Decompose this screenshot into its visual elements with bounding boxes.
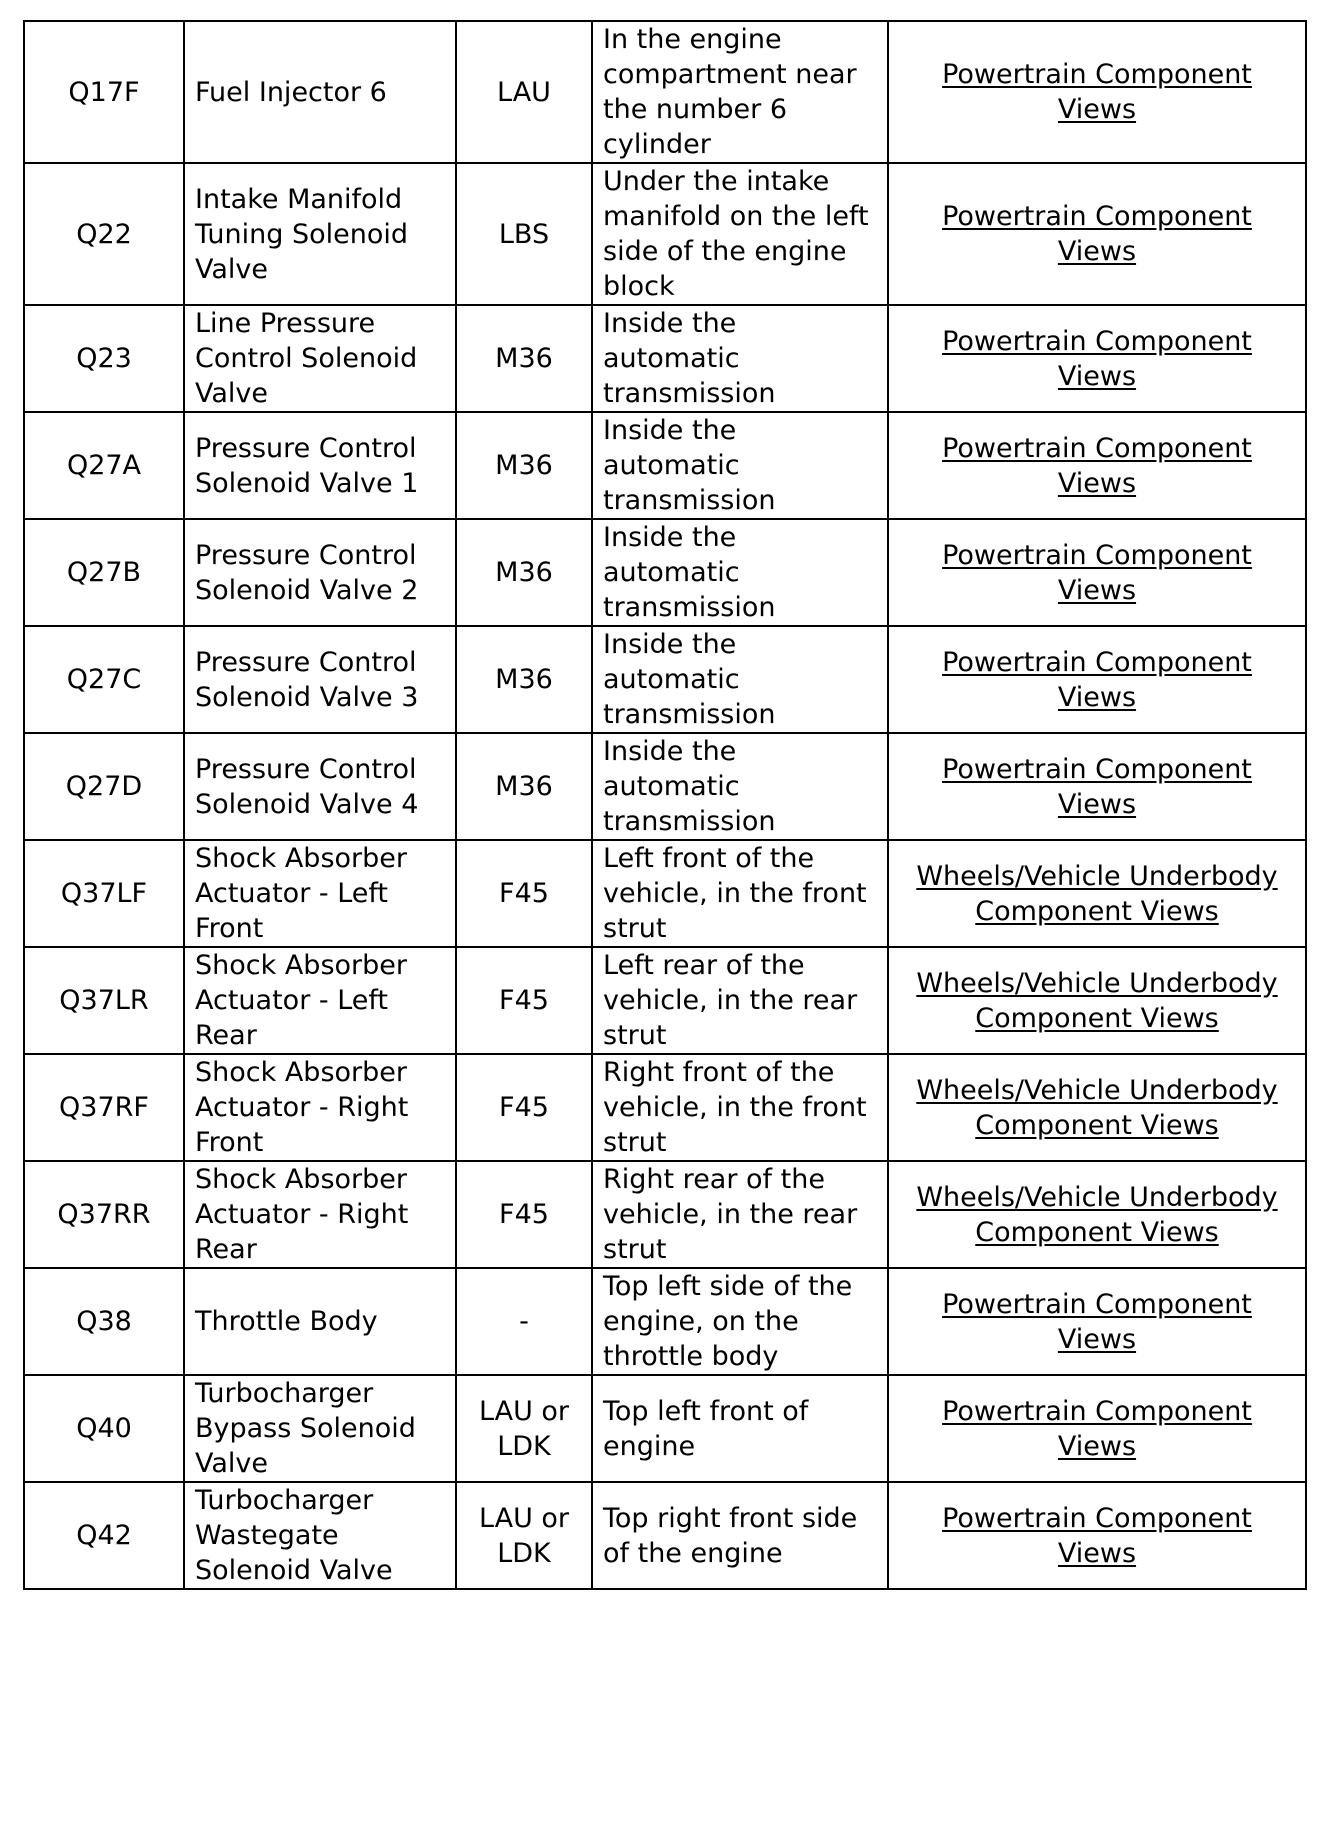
option-code-cell bbox=[456, 412, 592, 519]
component-name: Turbocharger Wastegate Solenoid Valve bbox=[195, 1485, 393, 1586]
view-link-cell bbox=[888, 947, 1306, 1054]
option-code-cell bbox=[456, 626, 592, 733]
view-link-cell bbox=[888, 1375, 1306, 1482]
location-text: Top right front side of the engine bbox=[603, 1502, 858, 1569]
component-code: Q27A bbox=[66, 450, 142, 481]
option-code: F45 bbox=[499, 1199, 549, 1230]
option-code: LBS bbox=[498, 218, 550, 250]
component-name: Shock Absorber Actuator - Right Rear bbox=[195, 1164, 409, 1265]
component-views-link[interactable]: Wheels/Vehicle Underbody Component Views bbox=[916, 860, 1278, 927]
location-text: Inside the automatic transmission bbox=[603, 415, 776, 516]
view-link-cell bbox=[888, 733, 1306, 840]
component-name-cell bbox=[184, 519, 456, 626]
component-name: Shock Absorber Actuator - Right Front bbox=[195, 1057, 409, 1158]
component-views-link[interactable]: Powertrain Component Views bbox=[942, 1395, 1252, 1462]
component-name: Shock Absorber Actuator - Left Front bbox=[195, 843, 407, 944]
option-code-cell bbox=[456, 733, 592, 840]
view-link-cell bbox=[888, 1482, 1306, 1589]
component-name: Pressure Control Solenoid Valve 1 bbox=[195, 432, 419, 499]
component-code-cell bbox=[24, 840, 184, 947]
location-cell bbox=[592, 733, 888, 840]
view-link-cell bbox=[888, 519, 1306, 626]
location-cell bbox=[592, 163, 888, 305]
component-name-cell bbox=[184, 163, 456, 305]
component-code-cell bbox=[24, 1054, 184, 1161]
component-name-cell bbox=[184, 1268, 456, 1375]
component-name-cell bbox=[184, 947, 456, 1054]
component-views-link[interactable]: Powertrain Component Views bbox=[942, 432, 1252, 499]
table-row bbox=[24, 1268, 1306, 1375]
location-cell bbox=[592, 1375, 888, 1482]
table-row bbox=[24, 21, 1306, 163]
location-cell bbox=[592, 626, 888, 733]
location-text: Inside the automatic transmission bbox=[603, 736, 776, 837]
option-code: - bbox=[519, 1306, 529, 1337]
component-code: Q37RR bbox=[57, 1199, 151, 1230]
location-text: Right rear of the vehicle, in the rear strut bbox=[603, 1164, 858, 1265]
component-code: Q40 bbox=[76, 1413, 132, 1444]
component-name: Shock Absorber Actuator - Left Rear bbox=[195, 950, 407, 1051]
option-code: M36 bbox=[495, 664, 553, 695]
location-text: Under the intake manifold on the left side of the engine block bbox=[603, 166, 869, 302]
component-name-cell bbox=[184, 1161, 456, 1268]
component-code: Q23 bbox=[76, 343, 132, 374]
location-cell bbox=[592, 947, 888, 1054]
component-views-link[interactable]: Wheels/Vehicle Underbody Component Views bbox=[916, 1181, 1278, 1248]
component-views-link[interactable]: Powertrain Component Views bbox=[942, 325, 1252, 392]
component-code-cell bbox=[24, 947, 184, 1054]
component-code-cell bbox=[24, 519, 184, 626]
component-name: Line Pressure Control Solenoid Valve bbox=[195, 308, 418, 409]
option-code: M36 bbox=[495, 771, 553, 802]
option-code: LAU or LDK bbox=[478, 1502, 570, 1569]
location-text: Top left front of engine bbox=[603, 1395, 809, 1462]
component-views-link[interactable]: Powertrain Component Views bbox=[942, 201, 1252, 267]
option-code: F45 bbox=[499, 1092, 549, 1123]
option-code-cell bbox=[456, 1482, 592, 1589]
component-name: Pressure Control Solenoid Valve 2 bbox=[195, 539, 419, 606]
location-cell bbox=[592, 1268, 888, 1375]
option-code: LAU or LDK bbox=[478, 1395, 570, 1462]
table-row bbox=[24, 1375, 1306, 1482]
location-cell bbox=[592, 1054, 888, 1161]
table-row bbox=[24, 305, 1306, 412]
table-row bbox=[24, 519, 1306, 626]
component-code-cell bbox=[24, 1268, 184, 1375]
location-cell bbox=[592, 519, 888, 626]
location-cell bbox=[592, 840, 888, 947]
option-code: M36 bbox=[495, 450, 553, 481]
component-name: Fuel Injector 6 bbox=[195, 76, 387, 108]
component-name-cell bbox=[184, 1054, 456, 1161]
component-name-cell bbox=[184, 733, 456, 840]
table-row bbox=[24, 412, 1306, 519]
component-code-cell bbox=[24, 305, 184, 412]
view-link-cell bbox=[888, 1268, 1306, 1375]
location-text: Right front of the vehicle, in the front strut bbox=[603, 1057, 867, 1158]
view-link-cell bbox=[888, 163, 1306, 305]
table-row bbox=[24, 163, 1306, 305]
table-row bbox=[24, 733, 1306, 840]
component-views-link[interactable]: Powertrain Component Views bbox=[942, 646, 1252, 713]
location-cell bbox=[592, 21, 888, 163]
component-name-cell bbox=[184, 840, 456, 947]
view-link-cell bbox=[888, 1054, 1306, 1161]
option-code: M36 bbox=[495, 343, 553, 374]
component-code-cell bbox=[24, 163, 184, 305]
component-code-cell bbox=[24, 733, 184, 840]
location-text: Inside the automatic transmission bbox=[603, 522, 776, 623]
table-row bbox=[24, 947, 1306, 1054]
location-cell bbox=[592, 1161, 888, 1268]
location-cell bbox=[592, 412, 888, 519]
component-name-cell bbox=[184, 305, 456, 412]
option-code: F45 bbox=[499, 985, 549, 1016]
component-views-link[interactable]: Powertrain Component Views bbox=[942, 753, 1252, 820]
component-views-link[interactable]: Powertrain Component Views bbox=[942, 1288, 1252, 1355]
component-name: Pressure Control Solenoid Valve 3 bbox=[195, 646, 419, 713]
location-text: In the engine compartment near the number 6 cylinder bbox=[603, 24, 857, 160]
component-views-link[interactable]: Powertrain Component Views bbox=[942, 59, 1252, 125]
component-name: Turbocharger Bypass Solenoid Valve bbox=[195, 1378, 416, 1479]
component-code-cell bbox=[24, 1161, 184, 1268]
location-text: Inside the automatic transmission bbox=[603, 308, 776, 409]
component-name: Throttle Body bbox=[195, 1306, 378, 1337]
component-code: Q37LR bbox=[59, 985, 149, 1016]
component-code-cell bbox=[24, 626, 184, 733]
component-code-cell bbox=[24, 1375, 184, 1482]
component-code: Q38 bbox=[76, 1306, 132, 1337]
component-code: Q27D bbox=[65, 771, 143, 802]
view-link-cell bbox=[888, 305, 1306, 412]
component-views-link[interactable]: Wheels/Vehicle Underbody Component Views bbox=[916, 967, 1278, 1034]
component-code: Q37LF bbox=[60, 878, 148, 909]
component-name-cell bbox=[184, 412, 456, 519]
component-views-link[interactable]: Powertrain Component Views bbox=[942, 539, 1252, 606]
table-row bbox=[24, 626, 1306, 733]
component-name-cell bbox=[184, 1482, 456, 1589]
component-name-cell bbox=[184, 626, 456, 733]
component-name: Pressure Control Solenoid Valve 4 bbox=[195, 753, 419, 820]
view-link-cell bbox=[888, 412, 1306, 519]
component-name-cell bbox=[184, 1375, 456, 1482]
component-code-cell bbox=[24, 412, 184, 519]
component-code: Q22 bbox=[76, 218, 132, 250]
option-code-cell bbox=[456, 1054, 592, 1161]
location-cell bbox=[592, 1482, 888, 1589]
option-code-cell bbox=[456, 1375, 592, 1482]
location-text: Top left side of the engine, on the throttle body bbox=[603, 1271, 853, 1372]
component-views-link[interactable]: Powertrain Component Views bbox=[942, 1502, 1252, 1569]
view-link-cell bbox=[888, 626, 1306, 733]
option-code-cell bbox=[456, 305, 592, 412]
component-code: Q37RF bbox=[59, 1092, 149, 1123]
option-code-cell bbox=[456, 163, 592, 305]
location-text: Inside the automatic transmission bbox=[603, 629, 776, 730]
option-code: LAU bbox=[497, 76, 551, 108]
location-cell bbox=[592, 305, 888, 412]
option-code-cell bbox=[456, 840, 592, 947]
view-link-cell bbox=[888, 1161, 1306, 1268]
option-code-cell bbox=[456, 1268, 592, 1375]
option-code-cell bbox=[456, 21, 592, 163]
view-link-cell bbox=[888, 21, 1306, 163]
option-code-cell bbox=[456, 947, 592, 1054]
location-text: Left rear of the vehicle, in the rear strut bbox=[603, 950, 858, 1051]
component-code: Q27B bbox=[66, 557, 142, 588]
component-code: Q27C bbox=[66, 664, 142, 695]
component-code: Q17F bbox=[68, 76, 140, 108]
component-code-cell bbox=[24, 1482, 184, 1589]
table-row bbox=[24, 1482, 1306, 1589]
component-name: Intake Manifold Tuning Solenoid Valve bbox=[195, 183, 408, 285]
table-row bbox=[24, 1161, 1306, 1268]
table-row bbox=[24, 1054, 1306, 1161]
location-text: Left front of the vehicle, in the front strut bbox=[603, 843, 867, 944]
component-name-cell bbox=[184, 21, 456, 163]
view-link-cell bbox=[888, 840, 1306, 947]
component-locator-table-container bbox=[23, 20, 1305, 1590]
table-body bbox=[24, 21, 1306, 1589]
component-code: Q42 bbox=[76, 1520, 132, 1551]
option-code-cell bbox=[456, 1161, 592, 1268]
option-code: M36 bbox=[495, 557, 553, 588]
component-code-cell bbox=[24, 21, 184, 163]
option-code: F45 bbox=[499, 878, 549, 909]
component-views-link[interactable]: Wheels/Vehicle Underbody Component Views bbox=[916, 1074, 1278, 1141]
table-row bbox=[24, 840, 1306, 947]
option-code-cell bbox=[456, 519, 592, 626]
component-locator-table bbox=[23, 20, 1307, 1590]
